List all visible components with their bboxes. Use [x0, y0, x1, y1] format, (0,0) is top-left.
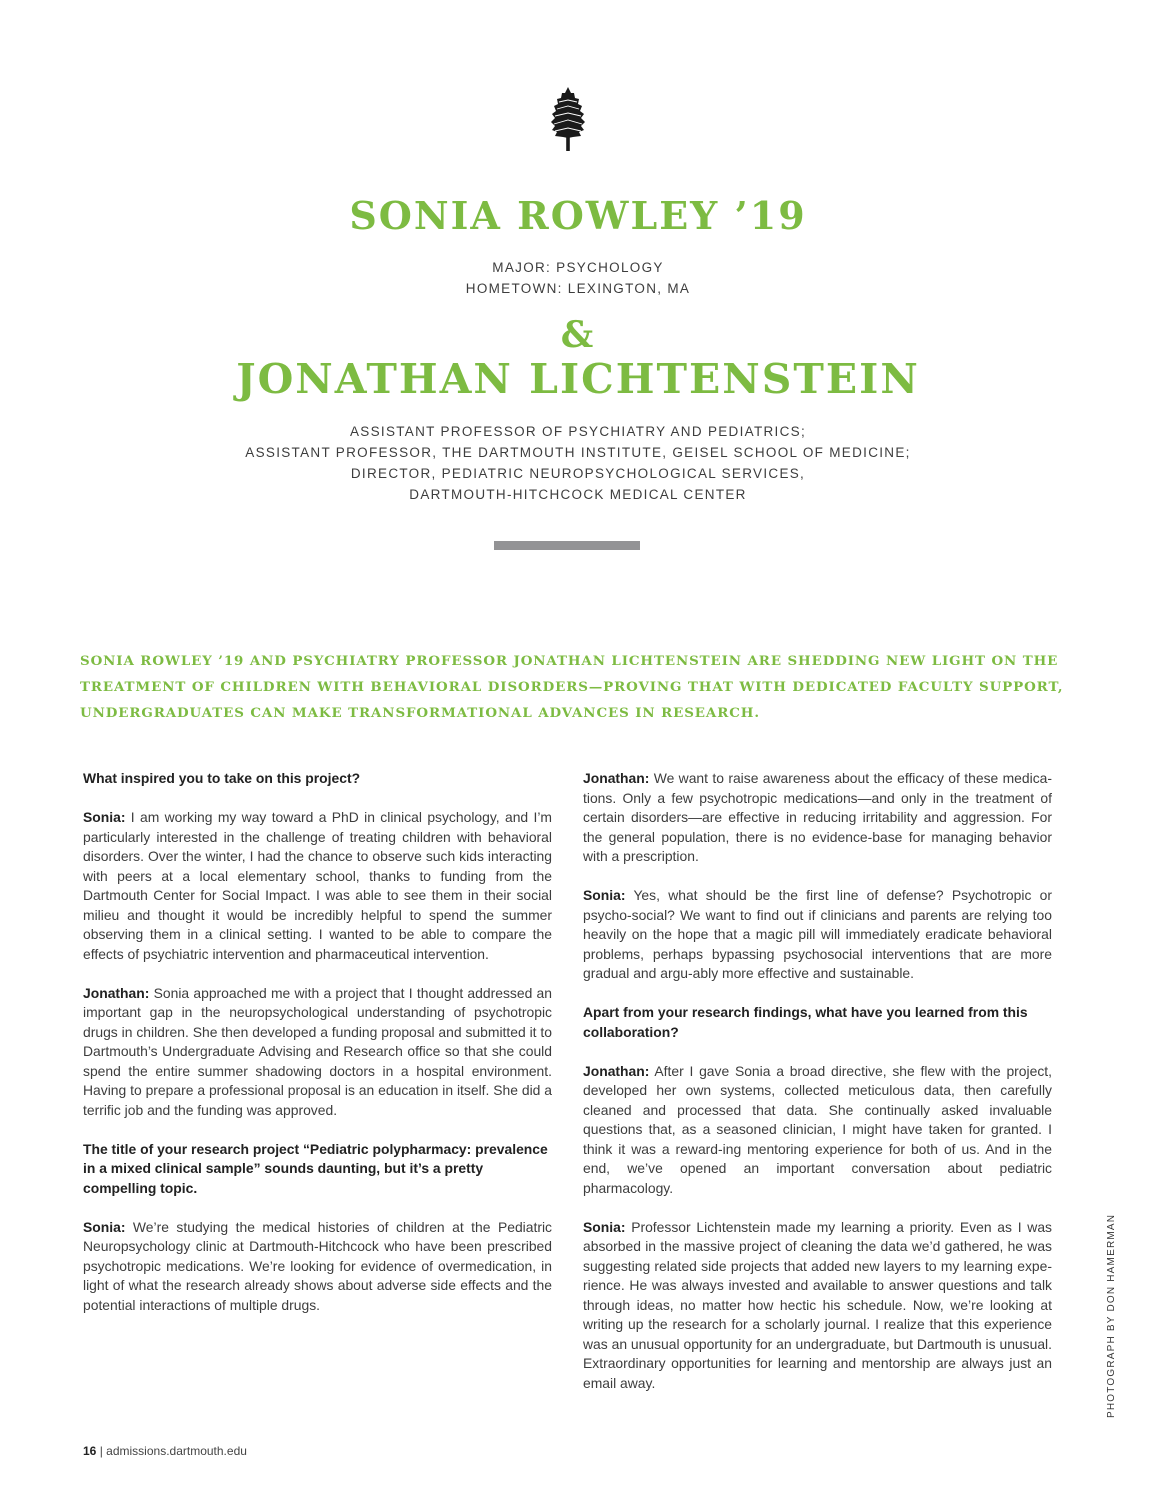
answer-paragraph [83, 984, 552, 1121]
speaker-label: Sonia: [583, 1218, 626, 1235]
answer-paragraph [583, 1062, 1052, 1199]
student-major: MAJOR: PSYCHOLOGY [492, 260, 664, 275]
answer-paragraph [583, 1218, 1052, 1394]
footer-website: admissions.dartmouth.edu [106, 1444, 247, 1458]
answer-text: Professor Lichtenstein made my learning a priority. Even as I was absorbed in the massive project of cleaning the data we’d gathered, he was suggesting related side projects that added new layers to my learning expe-rience. He was always invested and available to answer questions and talk through ideas, no matter how hectic his schedule. Now, we’re looking at writing up the research for a scholarly journal. I realize that this experience was an unusual opportunity for an undergraduate, but Dartmouth is unusual. Extraordinary opportunities for learning and mentorship are always just an email away. [583, 1218, 1052, 1391]
professor-title-line: DIRECTOR, PEDIATRIC NEUROPSYCHOLOGICAL SERVICES, [350, 466, 806, 481]
professor-title-line: ASSISTANT PROFESSOR OF PSYCHIATRY AND PEDIATRICS; [349, 424, 807, 439]
answer-text: We want to raise awareness about the efficacy of these medica-tions. Only a few psychotropic medications—and only in the treatment of certain disorders—are effective in reducing irritability and aggression. For the general population, there is no evidence-base for managing behavior with a prescription. [583, 770, 1052, 864]
answer-text: I am working my way toward a PhD in clinical psychology, and I’m particularly interested in the challenge of treating children with behavioral disorders. Over the winter, I had the chance to observe such kids interacting with peers at a local elementary school, thanks to funding from the Dartmouth Center for Social Impact. I was able to see them in their social milieu and thought it would be incredibly helpful to spend the summer observing them in a clinical setting. I wanted to be able to compare the effects of psychiatric intervention and pharmaceutical intervention. [83, 809, 552, 962]
pine-tree-icon [548, 86, 588, 152]
intro-paragraph: SONIA ROWLEY ’19 AND PSYCHIATRY PROFESSOR JONATHAN LICHTENSTEIN ARE SHEDDING NEW LIGHT ON THE TREATMENT OF CHILDREN WITH BEHAVIORAL DISORDERS—PROVING THAT WITH DEDICATED FACULTY SUPPORT, UNDERGRADUATES CAN MAKE TRANSFORMATIONAL ADVANCES IN RESEARCH. [80, 653, 1064, 721]
speaker-label: Sonia: [83, 809, 126, 825]
professor-title-line: DARTMOUTH-HITCHCOCK MEDICAL CENTER [409, 487, 747, 502]
student-details [0, 257, 1156, 299]
answer-paragraph [83, 1218, 552, 1316]
speaker-label: Jonathan: [83, 984, 150, 1001]
divider-bar [494, 541, 640, 550]
answer-text: After I gave Sonia a broad directive, she flew with the project, developed her own systems, collected meticulous data, then carefully cleaned and processed that data. She continually asked invaluable questions that, as a seasoned clinician, I might have taken for granted. I think it was a reward-ing mentoring experience for both of us. And in the end, we’ve opened an important conversation about pediatric pharmacology. [583, 1062, 1052, 1196]
answer-text: Sonia approached me with a project that I thought addressed an important gap in the neuropsychological understanding of psychotropic drugs in children. She then developed a funding proposal and submitted it to Dartmouth’s Undergraduate Advising and Research office so that she could spend the entire summer shadowing doctors in a hospital environment. Having to prepare a professional proposal is an education in itself. She did a terrific job and the funding was approved. [83, 984, 552, 1118]
question-heading: Apart from your research findings, what have you learned from this collaboration? [583, 1004, 1028, 1040]
answer-paragraph [583, 886, 1052, 984]
footer-separator: | [99, 1444, 103, 1458]
right-column [583, 769, 1052, 1413]
speaker-label: Jonathan: [583, 770, 650, 786]
answer-paragraph [583, 769, 1052, 867]
speaker-label: Sonia: [83, 1218, 126, 1235]
answer-text: Yes, what should be the first line of defense? Psychotropic or psycho-social? We want to find out if clinicians and parents are relying too heavily on the hope that a magic pill will immediately eradicate behavioral problems, perhaps bypassing psychosocial interventions that are more gradual and argu-ably more effective and sustainable. [583, 887, 1052, 981]
professor-name-heading: JONATHAN LICHTENSTEIN [236, 355, 920, 403]
speaker-label: Jonathan: [583, 1062, 650, 1079]
professor-title-line: ASSISTANT PROFESSOR, THE DARTMOUTH INSTITUTE, GEISEL SCHOOL OF MEDICINE; [245, 445, 911, 460]
photo-credit: PHOTOGRAPH BY DON HAMERMAN [1106, 1213, 1117, 1418]
ampersand: & [560, 314, 596, 356]
left-column [83, 769, 552, 1335]
page-footer [83, 1444, 247, 1458]
answer-text: We’re studying the medical histories of children at the Pediatric Neuropsychology clinic at Dartmouth-Hitchcock who have been prescribed psychotropic medications. We’re looking for evidence of overmedication, in light of what the research already shows about adverse side effects and the potential interactions of multiple drugs. [83, 1218, 552, 1313]
student-name-heading: SONIA ROWLEY ’19 [349, 193, 807, 238]
speaker-label: Sonia: [583, 887, 626, 903]
professor-details [0, 421, 1156, 505]
answer-paragraph [83, 808, 552, 964]
question-heading: What inspired you to take on this project? [83, 770, 361, 786]
student-hometown: HOMETOWN: LEXINGTON, MA [465, 281, 691, 296]
question-heading: The title of your research project “Pediatric polypharmacy: prevalence in a mixed clinical sample” sounds daunting, but it’s a pretty compelling topic. [83, 1140, 548, 1196]
page-number: 16 [83, 1444, 97, 1458]
